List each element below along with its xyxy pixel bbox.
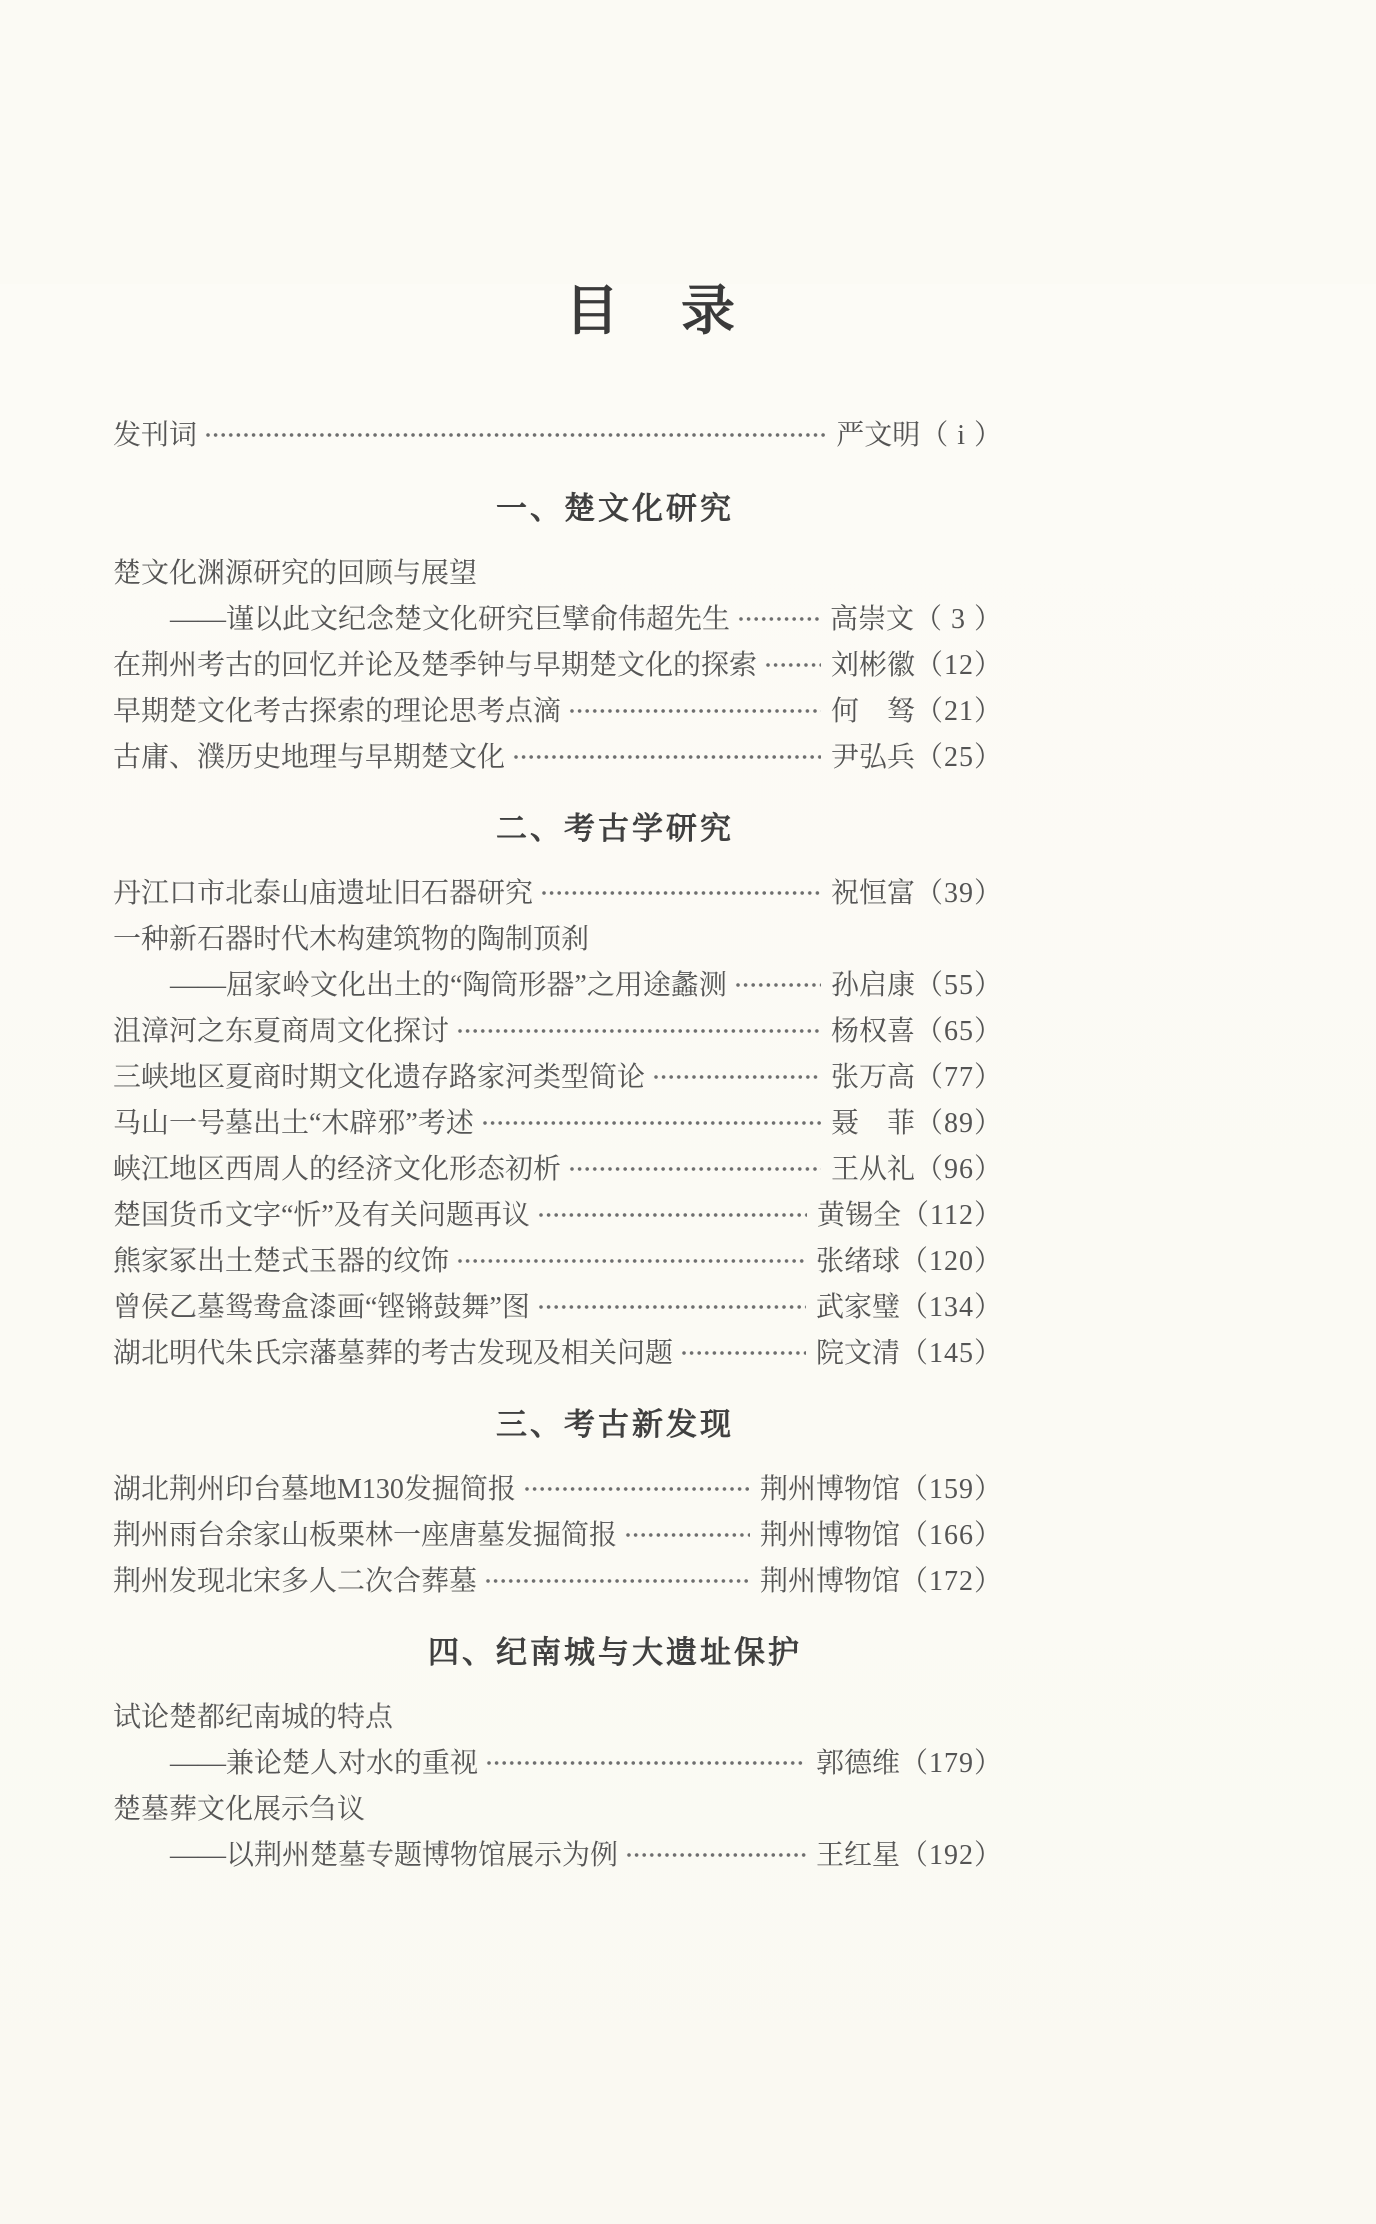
entry-title: 试论楚都纪南城的特点	[113, 1702, 394, 1733]
entry-page-number: （55）	[914, 970, 1003, 1001]
entry-title: 早期楚文化考古探索的理论思考点滴	[113, 696, 562, 727]
entry-page-number: （77）	[914, 1062, 1003, 1093]
entry-subtitle: ——屈家岭文化出土的“陶筒形器”之用途蠡测	[170, 970, 727, 1001]
toc-entry-row	[113, 640, 1003, 686]
dot-leader	[735, 982, 821, 988]
entry-author: 王从礼	[830, 1154, 915, 1185]
toc-entry-title-line	[113, 548, 1003, 594]
dot-leader	[765, 662, 821, 668]
toc-entry-row	[113, 1282, 1003, 1328]
entry-title: 马山一号墓出土“木辟邪”考述	[113, 1108, 474, 1139]
entry-title: 一种新石器时代木构建筑物的陶制顶刹	[113, 924, 590, 955]
toc-entry-row	[113, 686, 1003, 732]
entry-page-number: （21）	[914, 696, 1003, 727]
entry-page-number: （166）	[899, 1520, 1003, 1551]
entry-subtitle: ——兼论楚人对水的重视	[170, 1748, 479, 1779]
toc-entry-row	[113, 868, 1003, 914]
dot-leader	[524, 1486, 750, 1492]
toc-entry-row	[113, 1098, 1003, 1144]
section-heading: 四、纪南城与大遗址保护	[428, 1635, 802, 1670]
entry-title: 湖北明代朱氏宗藩墓葬的考古发现及相关问题	[113, 1338, 674, 1369]
toc-entry-title-line	[113, 1784, 1003, 1830]
dot-leader	[485, 1578, 750, 1584]
entry-author: 张绪球	[815, 1246, 900, 1277]
dot-leader	[569, 1166, 821, 1172]
entry-page-number: （96）	[914, 1154, 1003, 1185]
toc-entry-row	[113, 1052, 1003, 1098]
entry-title: 三峡地区夏商时期文化遗存路家河类型简论	[113, 1062, 646, 1093]
entry-author: 尹弘兵	[830, 742, 915, 773]
toc-entry-subtitle-line	[113, 1738, 1003, 1784]
entry-page-number: （65）	[914, 1016, 1003, 1047]
entry-author: 郭德维	[815, 1748, 900, 1779]
entry-author: 黄锡全	[817, 1200, 902, 1231]
entry-title: 丹江口市北泰山庙遗址旧石器研究	[113, 878, 534, 909]
entry-author: 何 驽	[830, 696, 915, 727]
toc-entry-subtitle-line	[113, 594, 1003, 640]
section-heading: 三、考古新发现	[496, 1407, 734, 1442]
entry-page-number: （112）	[901, 1200, 1003, 1231]
entry-page-number: （39）	[914, 878, 1003, 909]
entry-page-number: （159）	[899, 1474, 1003, 1505]
toc-entry-row	[113, 1328, 1003, 1374]
toc-entry-subtitle-line	[113, 1830, 1003, 1876]
entry-author: 荆州博物馆	[759, 1474, 900, 1505]
dot-leader	[626, 1852, 806, 1858]
entry-page-number: （179）	[899, 1748, 1003, 1779]
entry-author: 严文明	[836, 420, 921, 451]
toc-entry-row	[113, 1144, 1003, 1190]
scanned-toc-page	[0, 281, 1376, 2224]
dot-leader	[569, 708, 821, 714]
toc-entry-row	[113, 1556, 1003, 1602]
dot-leader	[486, 1760, 806, 1766]
entry-title: 古庸、濮历史地理与早期楚文化	[113, 742, 506, 773]
toc-entry-subtitle-line	[113, 960, 1003, 1006]
entry-author: 张万高	[830, 1062, 915, 1093]
entry-title: 楚国货币文字“忻”及有关问题再议	[113, 1200, 530, 1231]
dot-leader	[513, 754, 821, 760]
dot-leader	[205, 432, 826, 438]
entry-author: 刘彬徽	[830, 650, 915, 681]
toc-entry-row	[113, 1464, 1003, 1510]
entry-author: 杨权喜	[830, 1016, 915, 1047]
entry-page-number: （25）	[914, 742, 1003, 773]
dot-leader	[457, 1258, 806, 1264]
entry-author: 高崇文	[829, 604, 914, 635]
entry-page-number: （172）	[899, 1566, 1003, 1597]
entry-author: 孙启康	[830, 970, 915, 1001]
entry-author: 荆州博物馆	[759, 1566, 900, 1597]
entry-subtitle: ——谨以此文纪念楚文化研究巨擘俞伟超先生	[170, 604, 731, 635]
entry-author: 院文清	[815, 1338, 900, 1369]
entry-page-number: （134）	[899, 1292, 1003, 1323]
entry-title: 荆州雨台余家山板栗林一座唐墓发掘简报	[113, 1520, 618, 1551]
dot-leader	[653, 1074, 821, 1080]
entry-page-number: （ 3 ）	[913, 604, 1003, 635]
entry-author: 荆州博物馆	[759, 1520, 900, 1551]
entry-page-number: （12）	[914, 650, 1003, 681]
toc-content	[0, 281, 1003, 1876]
entry-page-number: （192）	[899, 1840, 1003, 1871]
toc-entry-title-line	[113, 914, 1003, 960]
toc-entry-title-line	[113, 1692, 1003, 1738]
entry-title: 湖北荆州印台墓地M130发掘简报	[113, 1474, 516, 1505]
dot-leader	[538, 1212, 807, 1218]
entry-title: 沮漳河之东夏商周文化探讨	[113, 1016, 450, 1047]
entry-title: 曾侯乙墓鸳鸯盒漆画“铿锵鼓舞”图	[113, 1292, 530, 1323]
dot-leader	[625, 1532, 750, 1538]
toc-entry-row	[113, 732, 1003, 778]
entry-author: 聂 菲	[830, 1108, 915, 1139]
front-matter-row	[113, 410, 1003, 456]
toc-entry-row	[113, 1510, 1003, 1556]
entry-title: 荆州发现北宋多人二次合葬墓	[113, 1566, 478, 1597]
entry-title: 发刊词	[113, 420, 198, 451]
section-heading: 二、考古学研究	[496, 811, 734, 846]
dot-leader	[538, 1304, 806, 1310]
dot-leader	[482, 1120, 821, 1126]
entry-page-number: （ i ）	[920, 420, 1003, 451]
dot-leader	[681, 1350, 806, 1356]
page-title: 目 录	[565, 281, 739, 341]
entry-title: 楚墓葬文化展示刍议	[113, 1794, 366, 1825]
toc-entry-row	[113, 1190, 1003, 1236]
toc-entry-row	[113, 1236, 1003, 1282]
entry-author: 祝恒富	[830, 878, 915, 909]
entry-subtitle: ——以荆州楚墓专题博物馆展示为例	[170, 1840, 619, 1871]
entry-title: 在荆州考古的回忆并论及楚季钟与早期楚文化的探索	[113, 650, 758, 681]
section-heading: 一、楚文化研究	[496, 491, 734, 526]
dot-leader	[541, 890, 821, 896]
entry-page-number: （89）	[914, 1108, 1003, 1139]
entry-author: 武家璧	[815, 1292, 900, 1323]
entry-title: 熊家冢出土楚式玉器的纹饰	[113, 1246, 450, 1277]
entry-title: 峡江地区西周人的经济文化形态初析	[113, 1154, 562, 1185]
entry-author: 王红星	[815, 1840, 900, 1871]
entry-page-number: （145）	[899, 1338, 1003, 1369]
dot-leader	[738, 616, 820, 622]
entry-title: 楚文化渊源研究的回顾与展望	[113, 558, 478, 589]
dot-leader	[457, 1028, 821, 1034]
toc-entry-row	[113, 1006, 1003, 1052]
entry-page-number: （120）	[899, 1246, 1003, 1277]
